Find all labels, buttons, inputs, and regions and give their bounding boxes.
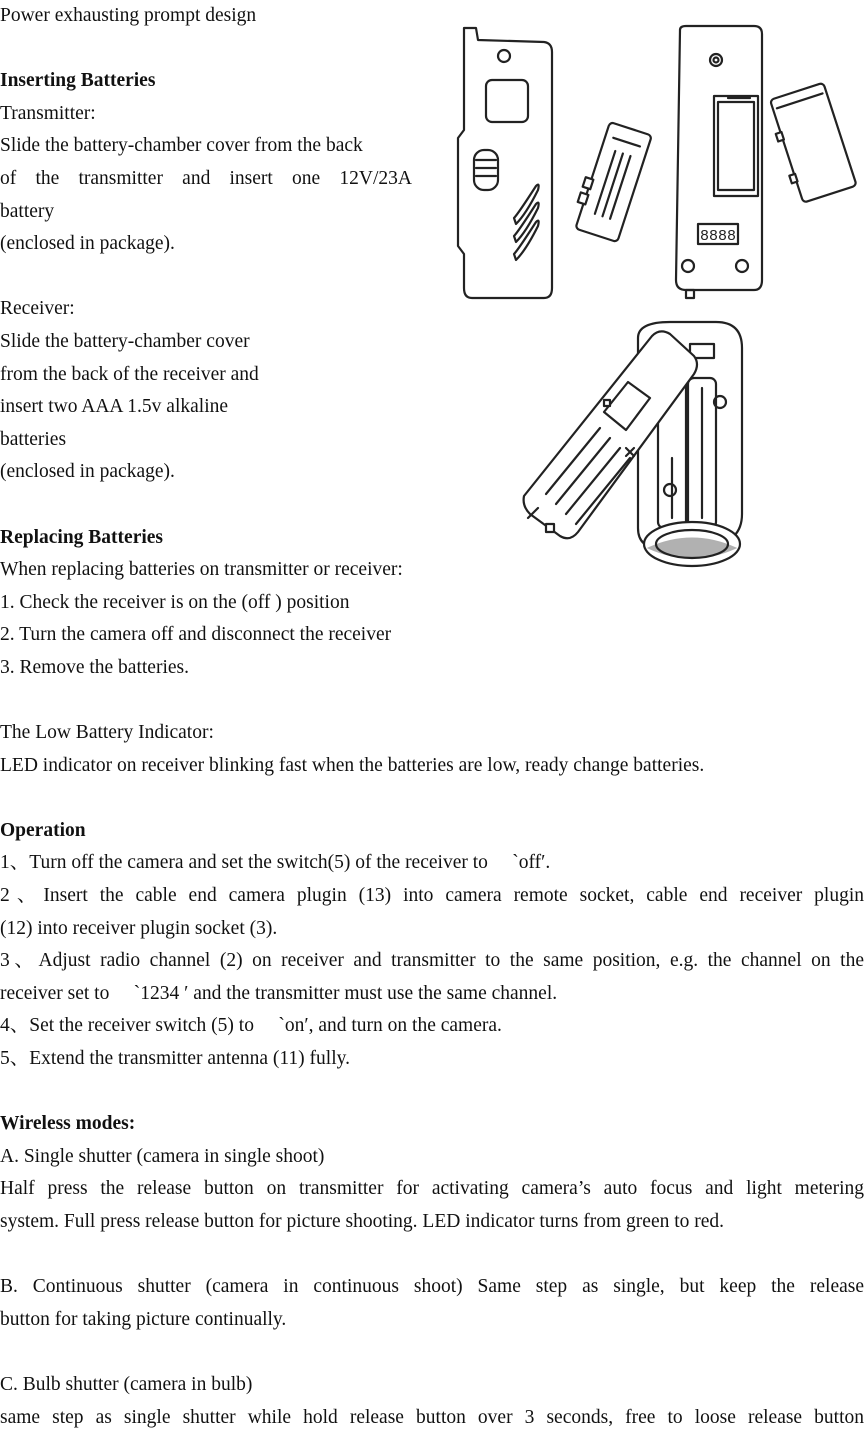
- receiver-battery-cover-illustration: [520, 318, 746, 574]
- receiver-text-2: from the back of the receiver and: [0, 363, 259, 385]
- transmitter-text-2: of the transmitter and insert one 12V/23A: [0, 167, 412, 189]
- wireless-b-line-1: B. Continuous shutter (camera in continuous shoot) Same step as single, but keep the release: [0, 1276, 864, 1298]
- operation-heading: Operation: [0, 819, 86, 841]
- transmitter-label: Transmitter:: [0, 102, 96, 124]
- intro-heading: Power exhausting prompt design: [0, 5, 257, 26]
- low-battery-text: LED indicator on receiver blinking fast when the batteries are low, ready change batteries.: [0, 754, 705, 776]
- receiver-text-4: batteries: [0, 428, 67, 450]
- receiver-label: Receiver:: [0, 298, 75, 320]
- operation-step-5: 5、Extend the transmitter antenna (11) fully.: [0, 1048, 350, 1069]
- transmitter-text-3: battery: [0, 200, 55, 222]
- transmitter-battery-cover-illustration: [448, 18, 860, 303]
- transmitter-text-1: Slide the battery-chamber cover from the back: [0, 135, 363, 157]
- transmitter-text-4: (enclosed in package).: [0, 233, 175, 255]
- replacing-step-2: 2. Turn the camera off and disconnect the receiver: [0, 624, 392, 646]
- receiver-text-5: (enclosed in package).: [0, 461, 175, 483]
- receiver-text-1: Slide the battery-chamber cover: [0, 330, 250, 352]
- operation-step-4: 4、Set the receiver switch (5) to ˋon′, and turn on the camera.: [0, 1015, 502, 1037]
- channel-digits: 8888: [700, 228, 737, 245]
- replacing-intro: When replacing batteries on transmitter or receiver:: [0, 559, 403, 581]
- operation-step-2-line-1: 2、Insert the cable end camera plugin (13) into camera remote socket, cable end receiver plugin: [0, 885, 864, 907]
- replacing-step-3: 3. Remove the batteries.: [0, 656, 189, 678]
- operation-step-3-line-1: 3、Adjust radio channel (2) on receiver and transmitter to the same position, e.g. the channel on the: [0, 950, 864, 972]
- wireless-b-line-2: button for taking picture continually.: [0, 1308, 287, 1330]
- receiver-text-3: insert two AAA 1.5v alkaline: [0, 396, 229, 418]
- low-battery-heading: The Low Battery Indicator:: [0, 722, 214, 744]
- wireless-a-title: A. Single shutter (camera in single shoot): [0, 1145, 325, 1167]
- inserting-heading: Inserting Batteries: [0, 70, 156, 92]
- operation-step-3-line-2: receiver set to ˋ1234 ′ and the transmitter must use the same channel.: [0, 982, 558, 1004]
- wireless-heading: Wireless modes:: [0, 1113, 136, 1135]
- wireless-c-line-1: same step as single shutter while hold release button over 3 seconds, free to loose release button: [0, 1406, 864, 1428]
- wireless-a-line-1: Half press the release button on transmitter for activating camera’s auto focus and light metering: [0, 1178, 864, 1200]
- wireless-a-line-2: system. Full press release button for picture shooting. LED indicator turns from green to red.: [0, 1210, 725, 1232]
- operation-step-1: 1、Turn off the camera and set the switch(5) of the receiver to ˋoff′.: [0, 852, 551, 874]
- operation-step-2-line-2: (12) into receiver plugin socket (3).: [0, 917, 278, 939]
- replacing-step-1: 1. Check the receiver is on the (off ) position: [0, 591, 350, 613]
- replacing-heading: Replacing Batteries: [0, 526, 164, 548]
- wireless-c-title: C. Bulb shutter (camera in bulb): [0, 1373, 253, 1395]
